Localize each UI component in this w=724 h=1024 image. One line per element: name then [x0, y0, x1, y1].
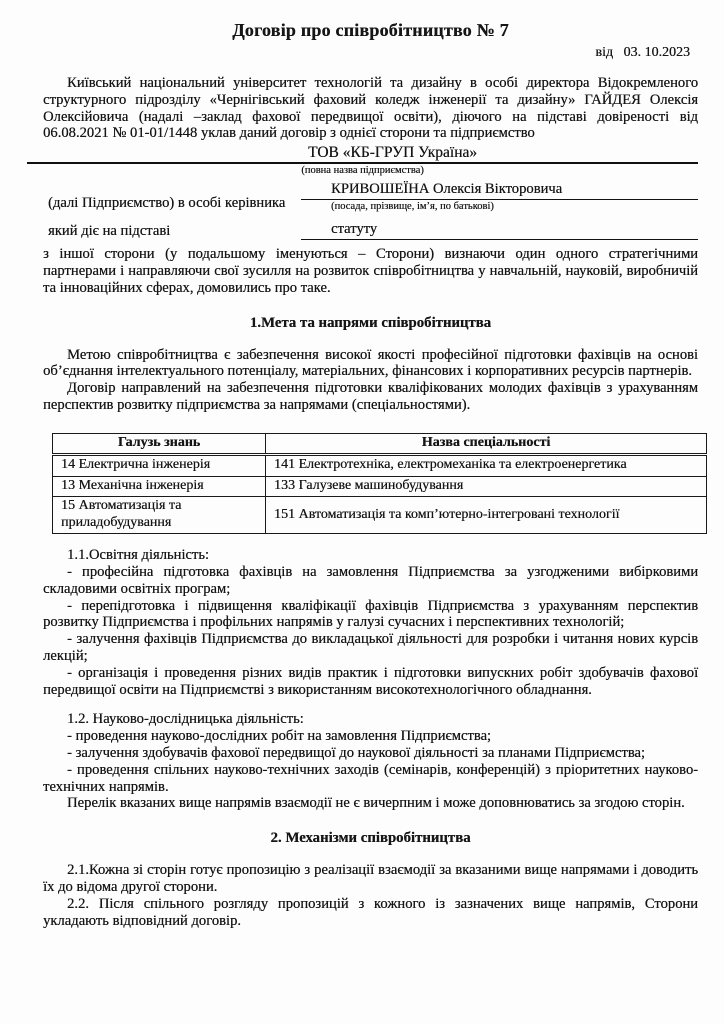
subsection-1-2 — [43, 711, 698, 812]
basis-field — [301, 221, 698, 240]
director-caption: (посада, прізвище, ім’я, по батькові) — [331, 201, 494, 213]
research-activity-list — [43, 728, 698, 795]
research-activity-item: - залучення здобувачів фахової передвищої до наукової діяльності за планами Підприємства; — [67, 745, 645, 762]
specialties-table-header — [53, 433, 707, 455]
table-row — [53, 476, 707, 497]
company-name: ТОВ «КБ-ГРУП Україна» — [307, 144, 478, 162]
branch-cell: 14 Електрична інженерія — [53, 455, 266, 477]
edu-activity-item: - залучення фахівців Підприємства до викладацької діяльності для розробки і читання нових курсів лекцій; — [43, 631, 698, 665]
specialty-cell: 133 Галузеве машинобудування — [266, 476, 707, 497]
director-value: КРИВОШЕЇНА Олексія Вікторовича — [301, 181, 698, 200]
scope-note: Перелік вказаних вище напрямів взаємодії не є вичерпним і може доповнюватись за згодою сторін. — [67, 795, 685, 812]
parties-paragraph: з іншої сторони (у подальшому іменуються – Сторони) визнаючи один одного стратегічними партнерами і направляючи свої зусилля на розвиток співробітництва у навчальній, науковій, виробничій та інноваційних сферах, домовились про таке. — [43, 246, 698, 296]
company-name-field — [27, 144, 698, 164]
basis-value: статуту — [301, 221, 698, 240]
subsection-1-1 — [43, 547, 698, 698]
specialty-cell: 151 Автоматизація та комп’ютерно-інтегровані технології — [266, 497, 707, 534]
company-name-caption: (повна назва підприємства) — [301, 165, 424, 177]
research-activity-item: - проведення науково-дослідних робіт на замовлення Підприємства; — [67, 728, 491, 745]
section-2-clauses — [43, 862, 698, 929]
basis-label: який діє на підставі — [48, 223, 171, 240]
edu-activity-item: - професійна підготовка фахівців на замовлення Підприємства за узгодженими вибірковими складовими освітніх програм; — [43, 564, 698, 597]
table-row — [53, 455, 707, 477]
page-title: Договір про співробітництво № 7 — [232, 20, 509, 40]
branch-cell: 15 Автоматизація та приладобудування — [53, 497, 266, 534]
basis-field-row — [43, 221, 698, 240]
preamble-paragraph: Київський національний університет технологій та дизайну в особі директора Відокремленого структурного підрозділу «Чернігівський фаховий коледж інженерії та дизайну» ГАЙДЕЯ Олексія Олексійовича (надалі –заклад фахової передвищої освіти), діючого на підставі довіреності від 06.08.2021 № 01-01/1448 уклав даний договір з однієї сторони та підприємство — [43, 75, 698, 142]
edu-activity-list — [43, 564, 698, 698]
table-row — [53, 497, 707, 534]
director-field — [301, 181, 698, 212]
section-2 — [43, 830, 698, 929]
date-line: від 03. 10.2023 — [595, 45, 690, 60]
section-1-paragraph-1: Метою співробітництва є забезпечення високої якості професійної підготовки фахівців на основі об’єднання інтелектуального потенціалу, матеріальних, фінансових і корпоративних ресурсів партнерів. — [43, 346, 698, 380]
director-label: (далі Підприємство) в особі керівника — [48, 195, 286, 212]
subsection-1-1-heading: 1.1.Освітня діяльність: — [67, 547, 209, 564]
research-activity-item: - проведення спільних науково-технічних заходів (семінарів, конференцій) з пріоритетних науково-технічних напрямів. — [43, 761, 698, 795]
clause-2-1: 2.1.Кожна зі сторін готує пропозицію з реалізації взаємодії за вказаними вище напрямами і доводить їх до відома другої сторони. — [43, 862, 698, 896]
table-header-branch: Галузь знань — [53, 433, 266, 455]
edu-activity-item: - перепідготовка і підвищення кваліфікації фахівців Підприємства з урахуванням перспектив розвитку Підприємства і профільних напрямів у галузі сучасних і перспективних технологій; — [43, 597, 698, 631]
subsection-1-2-heading: 1.2. Науково-дослідницька діяльність: — [67, 711, 304, 728]
branch-cell: 13 Механічна інженерія — [53, 476, 266, 497]
clause-2-2: 2.2. Після спільного розгляду пропозицій з кожного із зазначених вище напрямів, Сторони укладають відповідний договір. — [43, 895, 698, 929]
specialties-table — [52, 433, 707, 535]
section-1-heading: 1.Мета та напрями співробітництва — [249, 314, 492, 331]
table-header-specialty: Назва спеціальності — [266, 433, 707, 455]
edu-activity-item: - організація і проведення різних видів практик і підготовки випускних робіт здобувачів фахової передвищої освіти на Підприємстві з використанням високотехнологічного обладнання. — [43, 664, 698, 698]
specialty-cell: 141 Електротехніка, електромеханіка та електроенергетика — [266, 455, 707, 477]
section-2-heading: 2. Механізми співробітництва — [270, 830, 471, 847]
section-1-paragraph-2: Договір направлений на забезпечення підготовки кваліфікованих молодих фахівців з урахуванням перспектив розвитку підприємства за напрямами (спеціальностями). — [43, 380, 698, 413]
specialties-table-body — [53, 455, 707, 534]
director-field-row — [43, 181, 698, 212]
